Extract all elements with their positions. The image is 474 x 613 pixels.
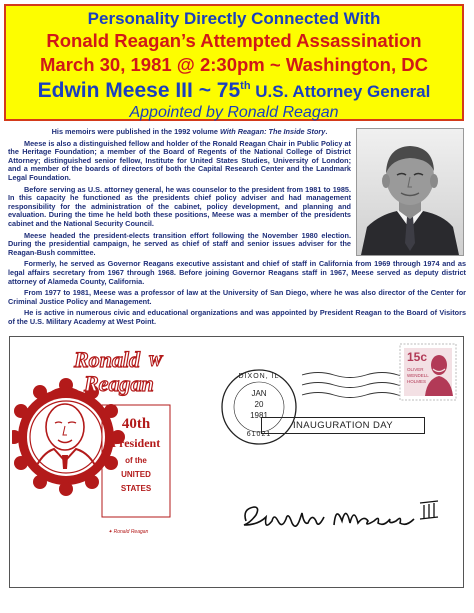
- biography-text: [8, 128, 466, 329]
- stamp-name-line1: OLIVER: [407, 367, 424, 372]
- cachet-credit: ✦ Ronald Reagan: [108, 529, 149, 535]
- cachet-of-the: of the: [125, 456, 147, 465]
- postmark-town: DIXON, IL: [238, 373, 280, 380]
- bio-paragraph-civic: He is active in numerous civic and educational organizations and was appointed by President Reagan to the Board of Visitors of the U.S. Military Academy at West Point.: [8, 308, 466, 326]
- cachet-states: STATES: [120, 484, 152, 493]
- bio-paragraph-counselor: Before serving as U.S. attorney general, he was counselor to the president from 1981 to 1985. In this capacity he functioned as the presidents chief policy adviser and had management responsibility for the administration of the cabinet, policy development, and planning and evaluation. During the time he held both these positions, Meese was a member of the presidents cabinet and the National Security Council.: [8, 184, 351, 228]
- cachet-script-last-name: Reagan: [84, 371, 154, 396]
- inauguration-cover-envelope: [9, 336, 464, 588]
- banner-line-personality: Personality Directly Connected With: [87, 9, 381, 28]
- bio-paragraph-governor-staff: Formerly, he served as Governor Reagans executive assistant and chief of staff in California from 1969 through 1974 and as legal affairs secretary from 1967 through 1968. Before joining Governor Reagans staff in 1967, Meese served as deputy district attorney of Alameda County, California.: [8, 259, 466, 286]
- bio-paragraph-transition: Meese headed the president-elects transition effort following the November 1980 election. During the presidential campaign, he served as chief of staff and senior issues adviser for the Reagan-Bush committee.: [8, 230, 351, 257]
- banner-ordinal-suffix: th: [240, 80, 251, 92]
- bio-paragraph-professor: From 1977 to 1981, Meese was a professor of law at the University of San Diego, where he was also director of the Center for Criminal Justice Policy and Management.: [8, 288, 466, 306]
- bio-memoir-book-title: With Reagan: The Inside Story: [219, 127, 326, 136]
- postmark-month: JAN: [251, 389, 267, 398]
- banner-line-date: March 30, 1981 @ 2:30pm ~ Washington, DC: [40, 54, 428, 75]
- cachet-script-initial: W: [148, 353, 163, 370]
- cachet-script-first-name: Ronald: [74, 347, 141, 372]
- cachet-president: President: [111, 436, 161, 450]
- banner-line-assassination: Ronald Reagan’s Attempted Assassination: [46, 30, 422, 51]
- stamp-name-line3: HOLMES: [407, 379, 427, 384]
- reagan-cachet: [12, 345, 180, 537]
- cachet-united: UNITED: [121, 470, 151, 479]
- postmark-day: 20: [254, 400, 264, 409]
- stamp-value: 15c: [407, 350, 428, 364]
- bio-memoir-lead: His memoirs were published in the 1992 volume: [51, 127, 220, 136]
- stamp-name-line2: WENDELL: [407, 373, 429, 378]
- dixon-postmark: [219, 367, 299, 447]
- banner-office: U.S. Attorney General: [250, 82, 431, 101]
- postmark-zip: 61021: [246, 431, 272, 438]
- bio-paragraph-fellowships: Meese is also a distinguished fellow and holder of the Ronald Reagan Chair in Public Policy at the Heritage Foundation; a member of the Board of Regents of the National College of District Attorney; distinguished senior fellow, Institute for United States Studies, University of London; and a member of the boards of directors of both the Capital Research Center and the Landmark Legal Foundation.: [8, 138, 351, 182]
- title-banner: [4, 4, 464, 121]
- holmes-postage-stamp: [399, 343, 457, 401]
- postmark-year: 1981: [250, 411, 268, 420]
- bio-memoir-paragraph: [28, 128, 351, 137]
- bio-memoir-tail: .: [325, 127, 328, 136]
- signature-icon: [238, 491, 458, 539]
- cachet-ordinal: 40th: [121, 416, 151, 432]
- banner-line-appointed: Appointed by Ronald Reagan: [129, 104, 339, 121]
- cachet-script-title: [70, 345, 178, 403]
- inauguration-day-box: INAUGURATION DAY: [261, 417, 425, 434]
- banner-name: Edwin Meese III ~ 75: [37, 79, 241, 102]
- banner-line-name-title: [6, 80, 462, 101]
- edwin-meese-autograph: [238, 491, 458, 539]
